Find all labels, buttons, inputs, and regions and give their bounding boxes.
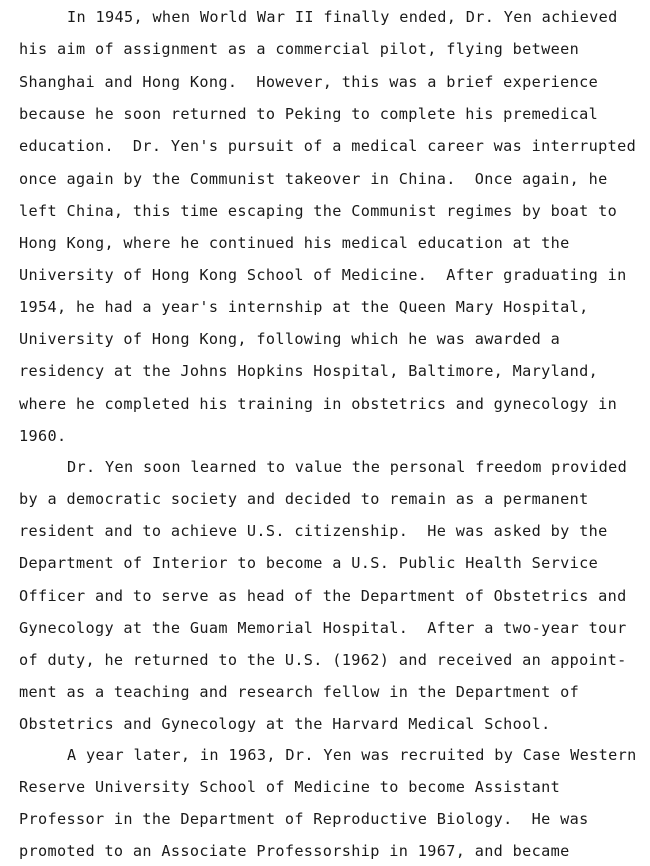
paragraph-2-line-7: of duty, he returned to the U.S. (1962) and received an appoint- xyxy=(19,651,627,669)
paragraph-1-line-8: Hong Kong, where he continued his medical education at the xyxy=(19,234,570,252)
paragraph-1-line-3: Shanghai and Hong Kong. However, this was a brief experience xyxy=(19,73,599,91)
paragraph-2-line-8: ment as a teaching and research fellow in the Department of xyxy=(19,683,580,701)
paragraph-2-line-1: Dr. Yen soon learned to value the personal freedom provided xyxy=(67,458,628,476)
paragraph-1-line-11: University of Hong Kong, following which he was awarded a xyxy=(19,330,561,348)
paragraph-2-line-9: Obstetrics and Gynecology at the Harvard Medical School. xyxy=(19,715,551,733)
paragraph-3-line-3: Professor in the Department of Reproductive Biology. He was xyxy=(19,810,589,828)
paragraph-2-line-6: Gynecology at the Guam Memorial Hospital. After a two-year tour xyxy=(19,619,627,637)
paragraph-3-line-4: promoted to an Associate Professorship in 1967, and became xyxy=(19,842,570,860)
paragraph-3-line-1: A year later, in 1963, Dr. Yen was recruited by Case Western xyxy=(67,746,637,764)
paragraph-1-line-13: where he completed his training in obstetrics and gynecology in xyxy=(19,395,618,413)
paragraph-2-line-2: by a democratic society and decided to remain as a permanent xyxy=(19,490,589,508)
paragraph-1-line-12: residency at the Johns Hopkins Hospital, Baltimore, Maryland, xyxy=(19,362,599,380)
paragraph-1-line-6: once again by the Communist takeover in China. Once again, he xyxy=(19,170,608,188)
paragraph-1-line-2: his aim of assignment as a commercial pilot, flying between xyxy=(19,40,580,58)
paragraph-1-line-10: 1954, he had a year's internship at the Queen Mary Hospital, xyxy=(19,298,589,316)
paragraph-2-line-5: Officer and to serve as head of the Department of Obstetrics and xyxy=(19,587,627,605)
paragraph-1-line-5: education. Dr. Yen's pursuit of a medical career was interrupted xyxy=(19,137,637,155)
paragraph-1-line-1: In 1945, when World War II finally ended, Dr. Yen achieved xyxy=(67,8,618,26)
paragraph-1-line-9: University of Hong Kong School of Medicine. After graduating in xyxy=(19,266,627,284)
paragraph-1-line-14: 1960. xyxy=(19,427,67,445)
paragraph-2-line-4: Department of Interior to become a U.S. Public Health Service xyxy=(19,554,599,572)
paragraph-1-line-4: because he soon returned to Peking to complete his premedical xyxy=(19,105,599,123)
paragraph-1-line-7: left China, this time escaping the Communist regimes by boat to xyxy=(19,202,618,220)
paragraph-3-line-2: Reserve University School of Medicine to become Assistant xyxy=(19,778,561,796)
paragraph-2-line-3: resident and to achieve U.S. citizenship. He was asked by the xyxy=(19,522,608,540)
